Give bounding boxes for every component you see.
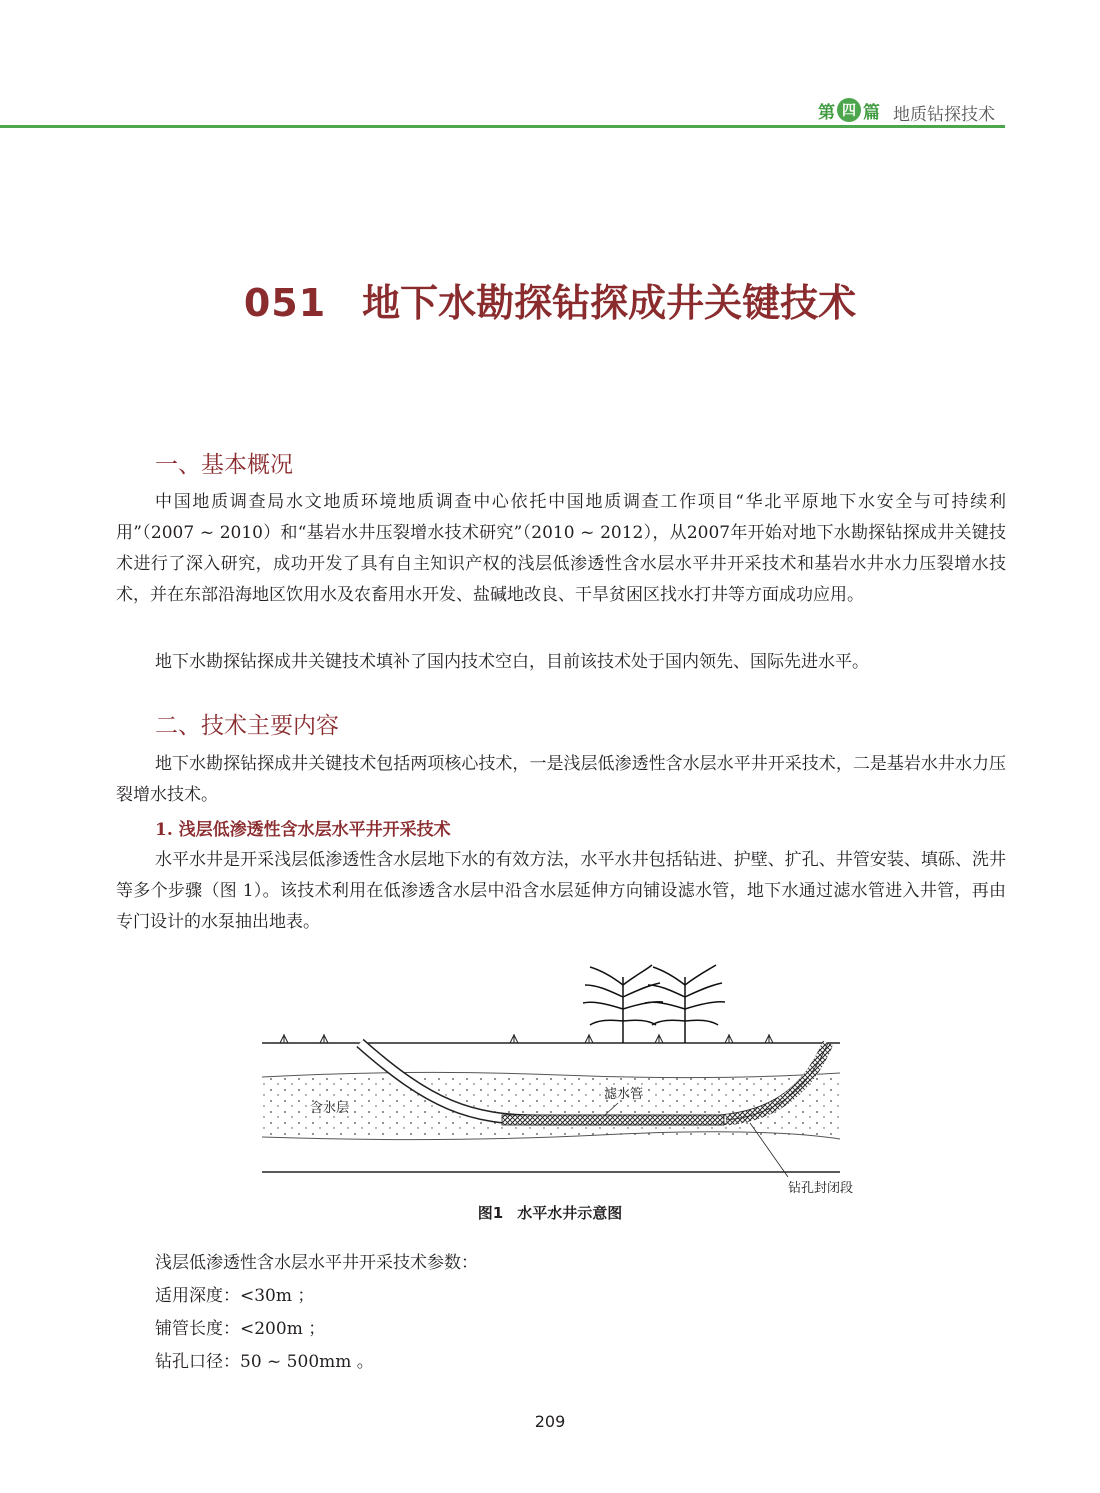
- chapter-title-text: 地下水勘探钻探成井关键技术: [362, 281, 857, 325]
- section1-heading: 一、基本概况: [155, 452, 293, 478]
- params-heading: 浅层低渗透性含水层水平井开采技术参数：: [155, 1253, 478, 1273]
- subsection-paragraph: 水平水井是开采浅层低渗透性含水层地下水的有效方法，水平水井包括钻进、护壁、扩孔、井管安装、填砾、洗井等多个步骤（图 1）。该技术利用在低渗透含水层中沿含水层延伸方向铺设滤水管，地下水通过滤水管进入井管，再由专门设计的水泵抽出地表。: [116, 850, 1006, 932]
- param-diameter: 钻孔口径：50 ~ 500mm 。: [155, 1352, 374, 1372]
- page-number: 209: [534, 1412, 566, 1431]
- params-block: [155, 1247, 478, 1379]
- section2-intro: 地下水勘探钻探成井关键技术包括两项核心技术，一是浅层低渗透性含水层水平井开采技术，二是基岩水井水力压裂增水技术。: [116, 754, 1006, 805]
- chapter-title: [0, 272, 1100, 327]
- section2-heading: 二、技术主要内容: [155, 713, 339, 739]
- part-suffix: 篇: [863, 102, 880, 123]
- part-title: 地质钻探技术: [893, 105, 995, 125]
- plant-icon: [645, 965, 725, 1043]
- part-badge: [818, 98, 880, 122]
- grass-tufts: [280, 1034, 773, 1043]
- filter-pipe: [502, 1115, 724, 1125]
- seal-label: 钻孔封闭段: [788, 1181, 854, 1196]
- horizontal-well-diagram: [240, 955, 860, 1205]
- subsection-heading: 1. 浅层低渗透性含水层水平井开采技术: [155, 820, 451, 840]
- section1-paragraph-1: 中国地质调查局水文地质环境地质调查中心依托中国地质调查工作项目“华北平原地下水安全与可持续利用”（2007 ~ 2010）和“基岩水井压裂增水技术研究”（2010 ~ 2012），从2007年开始对地下水勘探钻探成井关键技术进行了深入研究，成功开发了具有自主知识产权的浅层低渗透性含水层水平井开采技术和基岩水井水力压裂增水技术，并在东部沿海地区饮用水及农畜用水开发、盐碱地改良、干旱贫困区找水打井等方面成功应用。: [116, 492, 1006, 605]
- running-header: [0, 96, 1005, 130]
- aquifer-label: 含水层: [310, 1101, 350, 1116]
- figure-number: 图1: [477, 1204, 504, 1222]
- plant-icon: [583, 965, 663, 1043]
- param-pipe-length: 铺管长度：<200m ；: [155, 1319, 326, 1339]
- part-number-circle: 四: [837, 98, 861, 122]
- figure-caption: [0, 1202, 1100, 1223]
- figure-horizontal-well: [240, 955, 860, 1205]
- filter-pipe-label: 滤水管: [604, 1087, 644, 1102]
- param-depth: 适用深度：<30m ；: [155, 1286, 315, 1306]
- figure-caption-text: 水平水井示意图: [517, 1204, 623, 1222]
- chapter-number: 051: [243, 281, 327, 325]
- header-rule: [0, 125, 1005, 128]
- section1-paragraph-2: 地下水勘探钻探成井关键技术填补了国内技术空白，目前该技术处于国内领先、国际先进水平。: [155, 652, 869, 672]
- part-prefix: 第: [818, 102, 835, 123]
